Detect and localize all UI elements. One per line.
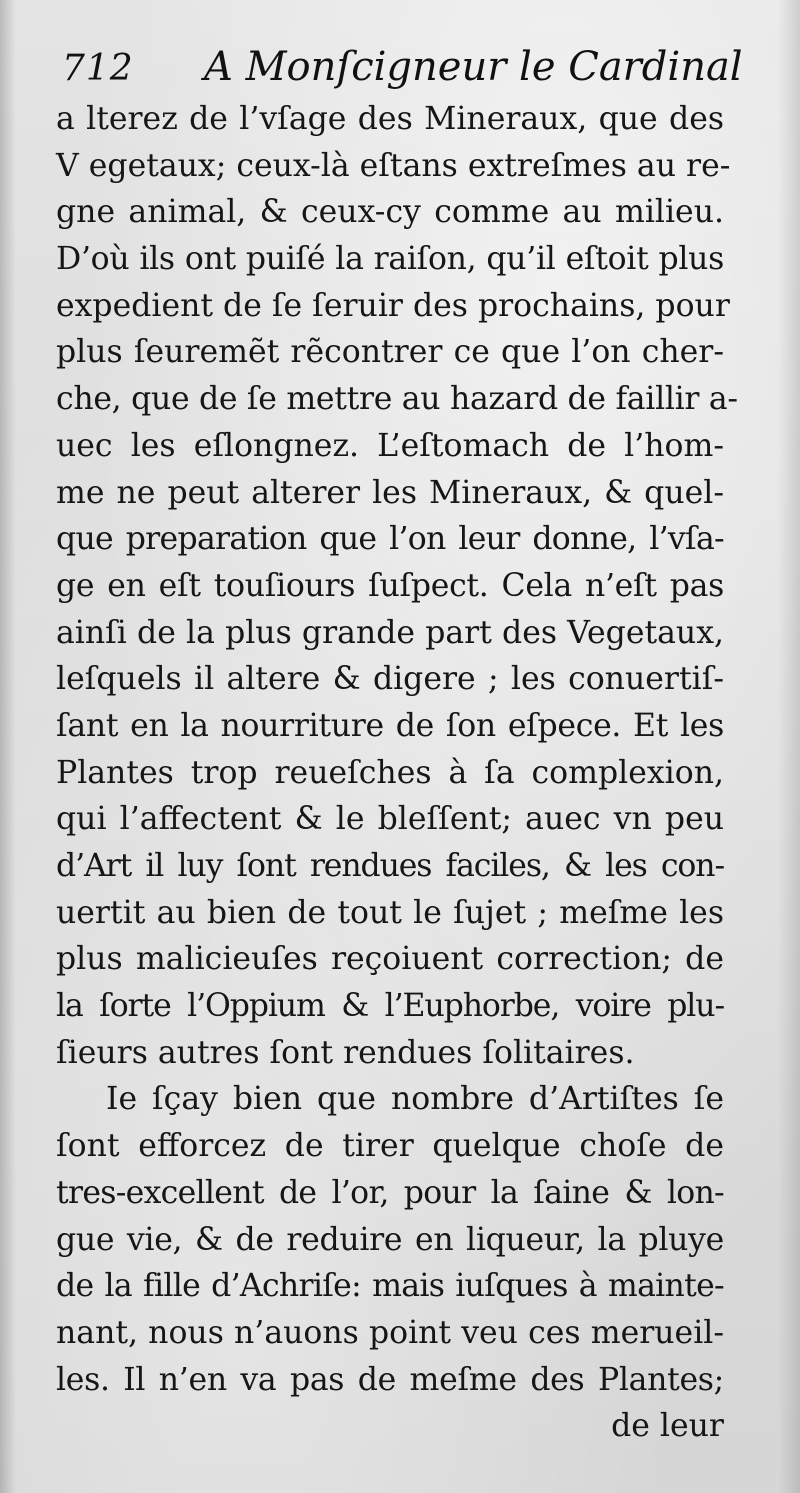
text-line: expedient de ſe ſeruir des prochains, pour <box>56 287 730 324</box>
text-line: qui l’affectent & le bleſſent; auec vn peu <box>56 801 724 838</box>
text-line: tres-excellent de l’or, pour la ſaine & lon- <box>56 1174 724 1211</box>
text-line: D’où ils ont puiſé la raiſon, qu’il eſtoit plus <box>56 241 724 278</box>
text-line: de la fille d’Achriſe: mais iuſques à mainte- <box>56 1268 724 1305</box>
text-line: la ſorte l’Oppium & l’Euphorbe, voire plu- <box>56 988 724 1025</box>
text-line: me ne peut alterer les Mineraux, & quel- <box>56 474 724 511</box>
text-line: ſieurs autres ſont rendues ſolitaires. <box>56 1034 635 1071</box>
text-line: a lterez de l’vſage des Mineraux, que des <box>56 101 724 137</box>
text-line: Ie ſçay bien que nombre d’Artiſtes ſe <box>106 1081 724 1118</box>
text-line: che, que de ſe mettre au hazard de faillir a- <box>56 381 738 418</box>
text-line: les. Il n’en va pas de meſme des Plantes; <box>56 1361 724 1398</box>
running-head: A Monſcigneur le Cardinal <box>204 44 743 90</box>
text-line: d’Art il luy ſont rendues faciles, & les con- <box>56 848 724 884</box>
text-line: Plantes trop reueſches à ſa complexion, <box>56 754 724 791</box>
text-line: plus ſeuremẽt rẽcontrer ce que l’on cher- <box>56 334 724 371</box>
text-line: ge en eſt touſiours ſuſpect. Cela n’eſt pas <box>56 567 724 604</box>
text-line: uec les eſlongnez. L’eſtomach de l’hom- <box>56 427 724 464</box>
body-text <box>56 96 738 1450</box>
text-line: ſant en la nourriture de ſon eſpece. Et les <box>56 707 724 744</box>
text-line: leſquels il altere & digere ; les conuertiſ- <box>56 661 724 698</box>
text-line: plus malicieuſes reçoiuent correction; de <box>56 941 724 978</box>
text-line: gue vie, & de reduire en liqueur, la pluye <box>56 1221 724 1258</box>
text-line: V egetaux; ceux-là eſtans extreſmes au re- <box>56 147 731 184</box>
text-line: ſont efforcez de tirer quelque choſe de <box>56 1128 724 1165</box>
text-line: ainſi de la plus grande part des Vegetaux, <box>56 614 724 651</box>
catchword: de leur <box>611 1408 724 1445</box>
text-line: gne animal, & ceux-cy comme au milieu. <box>56 194 724 231</box>
text-line: nant, nous n’auons point veu ces merueil- <box>56 1314 724 1351</box>
text-line: que preparation que l’on leur donne, l’vſa- <box>56 521 724 558</box>
page-number: 712 <box>62 48 134 89</box>
text-line: uertit au bien de tout le ſujet ; meſme les <box>56 894 724 931</box>
page-header <box>62 38 743 100</box>
